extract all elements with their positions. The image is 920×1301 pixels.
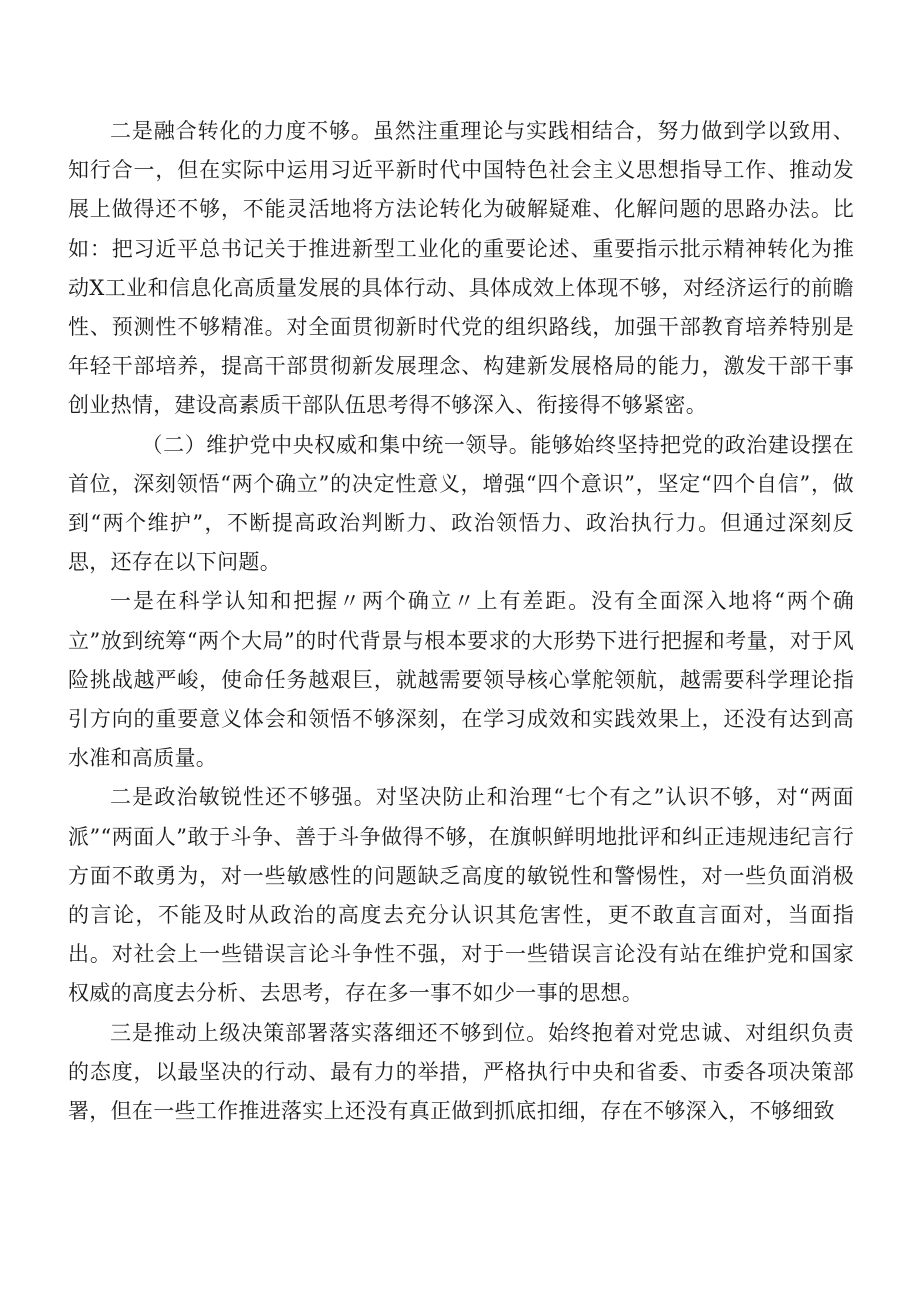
- paragraph-political-sensitivity: 二是政治敏锐性还不够强。对坚决防止和治理“七个有之”认识不够，对“两面派”“两面人”敢于斗争、善于斗争做得不够，在旗帜鲜明地批评和纠正违规违纪言行方面不敢勇为，对一些敏感性的问题缺乏高度的敏锐性和警惕性，对一些负面消极的言论，不能及时从政治的高度去充分认识其危害性，更不敢直言面对，当面指出。对社会上一些错误言论斗争性不强，对于一些错误言论没有站在维护党和国家权威的高度去分析、去思考，存在多一事不如少一事的思想。: [68, 785, 854, 1006]
- paragraph-implementation: 三是推动上级决策部署落实落细还不够到位。始终抱着对党忠诚、对组织负责的态度，以最坚决的行动、最有力的举措，严格执行中央和省委、市委各项决策部署，但在一些工作推进落实上还没有真正做到抓底扣细，存在不够深入，不够细致: [68, 1020, 854, 1124]
- section-heading-paragraph: （二）维护党中央权威和集中统一领导。能够始终坚持把党的政治建设摆在首位，深刻领悟“两个确立”的决定性意义，增强“四个意识”，坚定“四个自信”，做到“两个维护”，不断提高政治判断力、政治领悟力、政治执行力。但通过深刻反思，还存在以下问题。: [68, 432, 854, 575]
- paragraph-two-establishments: 一是在科学认知和把握〃两个确立〃上有差距。没有全面深入地将“两个确立”放到统筹“两个大局”的时代背景与根本要求的大形势下进行把握和考量，对于风险挑战越严峻，使命任务越艰巨，就越需要领导核心掌舵领航，越需要科学理论指引方向的重要意义体会和领悟不够深刻，在学习成效和实践效果上，还没有达到高水准和高质量。: [68, 589, 854, 771]
- paragraph-integration: 二是融合转化的力度不够。虽然注重理论与实践相结合，努力做到学以致用、知行合一，但在实际中运用习近平新时代中国特色社会主义思想指导工作、推动发展上做得还不够，不能灵活地将方法论转化为破解疑难、化解问题的思路办法。比如：把习近平总书记关于推进新型工业化的重要论述、重要指示批示精神转化为推动X工业和信息化高质量发展的具体行动、具体成效上体现不够，对经济运行的前瞻性、预测性不够精准。对全面贯彻新时代党的组织路线，加强干部教育培养特别是年轻干部培养，提高干部贯彻新发展理念、构建新发展格局的能力，激发干部干事创业热情，建设高素质干部队伍思考得不够深入、衔接得不够紧密。: [68, 119, 854, 418]
